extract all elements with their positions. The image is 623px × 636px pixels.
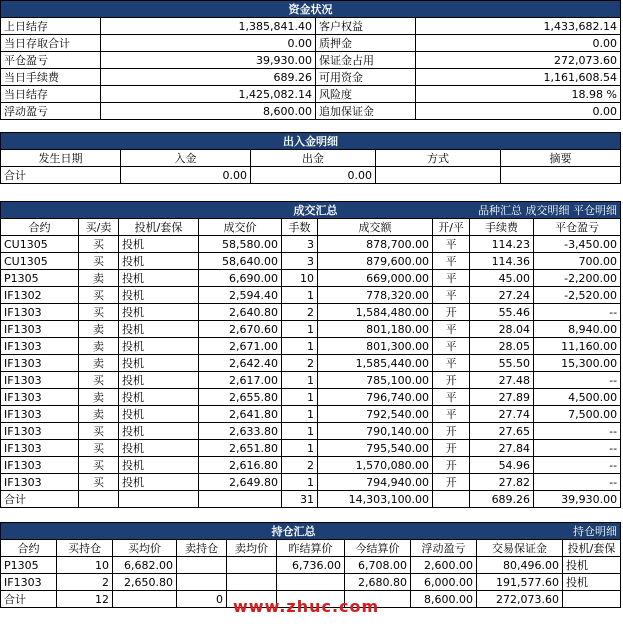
trade-cell: 平	[433, 338, 470, 355]
table-row	[1, 355, 621, 372]
trade-cell: 2,642.40	[199, 355, 282, 372]
trade-cell: 801,180.00	[318, 321, 433, 338]
trades-total-fee: 689.26	[470, 491, 534, 508]
trade-cell: 投机	[119, 236, 199, 253]
trade-cell: 平	[433, 236, 470, 253]
column-header: 出金	[251, 150, 376, 167]
table-row	[1, 389, 621, 406]
trade-cell: IF1303	[1, 372, 79, 389]
funds-label: 风险度	[316, 86, 416, 103]
trade-cell: 开	[433, 440, 470, 457]
table-row	[1, 236, 621, 253]
trade-cell: 54.96	[470, 457, 534, 474]
position-cell: 80,496.00	[477, 557, 563, 574]
funds-label: 当日结存	[1, 86, 101, 103]
trade-cell: 买	[79, 304, 119, 321]
column-header: 今结算价	[345, 540, 411, 557]
table-row	[1, 423, 621, 440]
trade-cell: -2,520.00	[534, 287, 621, 304]
table-row	[1, 474, 621, 491]
positions-total-float: 8,600.00	[411, 591, 477, 608]
funds-label: 浮动盈亏	[1, 103, 101, 120]
table-row	[1, 338, 621, 355]
column-header: 买/卖	[79, 219, 119, 236]
table-row	[1, 406, 621, 423]
trade-cell: 投机	[119, 440, 199, 457]
table-row	[1, 457, 621, 474]
column-header: 卖均价	[227, 540, 277, 557]
column-header: 入金	[121, 150, 251, 167]
trade-cell: 投机	[119, 253, 199, 270]
trade-cell: 11,160.00	[534, 338, 621, 355]
table-row	[1, 440, 621, 457]
positions-link[interactable]: 持仓明细	[411, 523, 621, 540]
funds-label: 当日存取合计	[1, 35, 101, 52]
trade-cell: 3	[282, 236, 318, 253]
trade-cell: 45.00	[470, 270, 534, 287]
trade-cell: 1,585,440.00	[318, 355, 433, 372]
trade-cell: 2,670.60	[199, 321, 282, 338]
trade-cell: 2,655.80	[199, 389, 282, 406]
funds-label: 平仓盈亏	[1, 52, 101, 69]
position-cell: 2,680.80	[345, 574, 411, 591]
trade-cell: 平	[433, 253, 470, 270]
trade-cell: 开	[433, 304, 470, 321]
position-cell: 2	[57, 574, 113, 591]
funds-label: 质押金	[316, 35, 416, 52]
trade-cell: 669,000.00	[318, 270, 433, 287]
funds-value: 1,433,682.14	[416, 18, 621, 35]
position-cell: 2,650.80	[113, 574, 177, 591]
trade-cell: 2,640.80	[199, 304, 282, 321]
funds-row	[1, 69, 621, 86]
trade-cell: 2,649.80	[199, 474, 282, 491]
trade-cell: 878,700.00	[318, 236, 433, 253]
column-header-row	[1, 219, 621, 236]
table-row	[1, 321, 621, 338]
trade-cell: 27.84	[470, 440, 534, 457]
trade-cell: 平	[433, 287, 470, 304]
trade-cell: 10	[282, 270, 318, 287]
trade-cell: 1	[282, 423, 318, 440]
trade-cell: 买	[79, 474, 119, 491]
trades-total-label: 合计	[1, 491, 79, 508]
trades-total-amount: 14,303,100.00	[318, 491, 433, 508]
trade-cell: IF1303	[1, 406, 79, 423]
position-cell: 6,708.00	[345, 557, 411, 574]
trade-cell: IF1303	[1, 321, 79, 338]
column-header: 成交价	[199, 219, 282, 236]
trade-cell: 6,690.00	[199, 270, 282, 287]
trade-cell: 卖	[79, 389, 119, 406]
trade-cell: 1	[282, 372, 318, 389]
trade-cell: IF1303	[1, 355, 79, 372]
funds-value: 1,425,082.14	[101, 86, 316, 103]
funds-value: 18.98 %	[416, 86, 621, 103]
trade-cell: 28.05	[470, 338, 534, 355]
funds-table	[0, 0, 621, 120]
position-cell: 10	[57, 557, 113, 574]
trade-cell: IF1303	[1, 474, 79, 491]
trade-cell: 801,300.00	[318, 338, 433, 355]
inout-total-out: 0.00	[251, 167, 376, 184]
column-header: 买均价	[113, 540, 177, 557]
column-header: 手数	[282, 219, 318, 236]
position-cell	[227, 574, 277, 591]
funds-label: 上日结存	[1, 18, 101, 35]
trade-cell: IF1303	[1, 457, 79, 474]
trades-table	[0, 201, 621, 508]
trade-cell: 买	[79, 457, 119, 474]
funds-row	[1, 52, 621, 69]
position-cell: 投机	[563, 557, 621, 574]
funds-label: 保证金占用	[316, 52, 416, 69]
positions-total-margin: 272,073.60	[477, 591, 563, 608]
trade-cell: 58,580.00	[199, 236, 282, 253]
trade-cell: --	[534, 440, 621, 457]
trades-links[interactable]: 品种汇总 成交明细 平仓明细	[433, 202, 621, 219]
trade-cell: 28.04	[470, 321, 534, 338]
funds-label: 当日手续费	[1, 69, 101, 86]
trade-cell: P1305	[1, 270, 79, 287]
trade-cell: 2	[282, 355, 318, 372]
column-header: 投机/套保	[119, 219, 199, 236]
trade-cell: 买	[79, 372, 119, 389]
funds-title: 资金状况	[1, 1, 621, 18]
trade-cell: 开	[433, 457, 470, 474]
trade-cell: 8,940.00	[534, 321, 621, 338]
trade-cell: 投机	[119, 321, 199, 338]
trade-cell: 卖	[79, 406, 119, 423]
trade-cell: 27.89	[470, 389, 534, 406]
trade-cell: -3,450.00	[534, 236, 621, 253]
column-header: 平仓盈亏	[534, 219, 621, 236]
trade-cell: 2,641.80	[199, 406, 282, 423]
funds-value: 272,073.60	[416, 52, 621, 69]
position-cell: 投机	[563, 574, 621, 591]
inout-table	[0, 132, 621, 184]
trade-cell: --	[534, 372, 621, 389]
trade-cell: 3	[282, 253, 318, 270]
trade-cell: --	[534, 423, 621, 440]
trade-cell: 1,584,480.00	[318, 304, 433, 321]
funds-value: 0.00	[416, 103, 621, 120]
trade-cell: 开	[433, 474, 470, 491]
trade-cell: 平	[433, 355, 470, 372]
trade-cell: 卖	[79, 338, 119, 355]
trade-cell: 1	[282, 287, 318, 304]
funds-row	[1, 86, 621, 103]
trade-cell: IF1303	[1, 338, 79, 355]
table-row	[1, 253, 621, 270]
trades-total-pnl: 39,930.00	[534, 491, 621, 508]
trade-cell: 15,300.00	[534, 355, 621, 372]
table-row	[1, 557, 621, 574]
trade-cell: 4,500.00	[534, 389, 621, 406]
trade-cell: 2,594.40	[199, 287, 282, 304]
trade-cell: 7,500.00	[534, 406, 621, 423]
column-header: 合约	[1, 219, 79, 236]
trade-cell: IF1303	[1, 423, 79, 440]
position-cell: IF1303	[1, 574, 57, 591]
inout-total-method	[376, 167, 501, 184]
trade-cell: 27.48	[470, 372, 534, 389]
funds-row	[1, 18, 621, 35]
column-header: 方式	[376, 150, 501, 167]
funds-label: 可用资金	[316, 69, 416, 86]
trade-cell: 卖	[79, 270, 119, 287]
trade-cell: 买	[79, 423, 119, 440]
trade-cell: 平	[433, 321, 470, 338]
watermark: www.zhuc.com	[233, 597, 380, 616]
trade-cell: 投机	[119, 474, 199, 491]
trade-cell: 55.50	[470, 355, 534, 372]
trade-cell: IF1303	[1, 304, 79, 321]
trade-cell: --	[534, 474, 621, 491]
trade-cell: 投机	[119, 270, 199, 287]
trade-cell: 778,320.00	[318, 287, 433, 304]
inout-total-in: 0.00	[121, 167, 251, 184]
trade-cell: 1	[282, 321, 318, 338]
trade-cell: 700.00	[534, 253, 621, 270]
trade-cell: 投机	[119, 372, 199, 389]
column-header-row	[1, 150, 621, 167]
position-cell	[227, 557, 277, 574]
position-cell	[177, 574, 227, 591]
position-cell	[177, 557, 227, 574]
trade-cell: 投机	[119, 287, 199, 304]
trade-cell: 投机	[119, 338, 199, 355]
column-header-row	[1, 540, 621, 557]
funds-value: 689.26	[101, 69, 316, 86]
column-header: 合约	[1, 540, 57, 557]
trade-cell: 785,100.00	[318, 372, 433, 389]
trade-cell: 投机	[119, 304, 199, 321]
trade-cell: 卖	[79, 355, 119, 372]
positions-total-label: 合计	[1, 591, 57, 608]
trade-cell: 1,570,080.00	[318, 457, 433, 474]
table-row	[1, 287, 621, 304]
trade-cell: 58,640.00	[199, 253, 282, 270]
trade-cell: 投机	[119, 457, 199, 474]
trade-cell: 2,633.80	[199, 423, 282, 440]
trade-cell: 1	[282, 389, 318, 406]
trade-cell: 开	[433, 372, 470, 389]
trade-cell: 卖	[79, 321, 119, 338]
trade-cell: 1	[282, 338, 318, 355]
trade-cell: 1	[282, 406, 318, 423]
trade-cell: 796,740.00	[318, 389, 433, 406]
inout-title: 出入金明细	[1, 133, 621, 150]
trade-cell: 平	[433, 270, 470, 287]
trade-cell: -2,200.00	[534, 270, 621, 287]
column-header: 昨结算价	[277, 540, 345, 557]
funds-label: 客户权益	[316, 18, 416, 35]
trade-cell: 2,617.00	[199, 372, 282, 389]
position-cell: P1305	[1, 557, 57, 574]
position-cell: 6,736.00	[277, 557, 345, 574]
position-cell: 6,000.00	[411, 574, 477, 591]
table-row	[1, 574, 621, 591]
inout-total-label: 合计	[1, 167, 121, 184]
positions-table	[0, 522, 621, 608]
funds-row	[1, 103, 621, 120]
trade-cell: --	[534, 457, 621, 474]
trade-cell: 买	[79, 287, 119, 304]
funds-value: 0.00	[416, 35, 621, 52]
trade-cell: 投机	[119, 423, 199, 440]
trade-cell: 2,671.00	[199, 338, 282, 355]
trade-cell: 买	[79, 253, 119, 270]
position-cell	[277, 574, 345, 591]
positions-total-buy: 12	[57, 591, 113, 608]
table-row	[1, 372, 621, 389]
trade-cell: 投机	[119, 406, 199, 423]
trade-cell: 买	[79, 236, 119, 253]
trade-cell: 114.23	[470, 236, 534, 253]
funds-row	[1, 35, 621, 52]
column-header: 买持仓	[57, 540, 113, 557]
trade-cell: --	[534, 304, 621, 321]
trade-cell: 开	[433, 423, 470, 440]
table-row	[1, 304, 621, 321]
trade-cell: CU1305	[1, 253, 79, 270]
trade-cell: 792,540.00	[318, 406, 433, 423]
trade-cell: 27.74	[470, 406, 534, 423]
funds-value: 1,161,608.54	[416, 69, 621, 86]
trade-cell: 879,600.00	[318, 253, 433, 270]
trades-total-qty: 31	[282, 491, 318, 508]
funds-value: 8,600.00	[101, 103, 316, 120]
table-row	[1, 270, 621, 287]
column-header: 摘要	[501, 150, 621, 167]
trade-cell: 平	[433, 389, 470, 406]
trade-cell: 55.46	[470, 304, 534, 321]
trade-cell: IF1303	[1, 389, 79, 406]
position-cell: 2,600.00	[411, 557, 477, 574]
column-header: 交易保证金	[477, 540, 563, 557]
trade-cell: 平	[433, 406, 470, 423]
trade-cell: 790,140.00	[318, 423, 433, 440]
funds-value: 0.00	[101, 35, 316, 52]
trade-cell: 794,940.00	[318, 474, 433, 491]
column-header: 手续费	[470, 219, 534, 236]
trade-cell: 27.24	[470, 287, 534, 304]
column-header: 浮动盈亏	[411, 540, 477, 557]
funds-label: 追加保证金	[316, 103, 416, 120]
trade-cell: 投机	[119, 389, 199, 406]
trade-cell: 114.36	[470, 253, 534, 270]
trade-cell: 27.65	[470, 423, 534, 440]
trade-cell: CU1305	[1, 236, 79, 253]
trade-cell: 2,651.80	[199, 440, 282, 457]
trade-cell: IF1303	[1, 440, 79, 457]
trade-cell: 1	[282, 440, 318, 457]
positions-total-sell: 0	[177, 591, 227, 608]
trade-cell: 投机	[119, 355, 199, 372]
trade-cell: 2	[282, 457, 318, 474]
column-header: 卖持仓	[177, 540, 227, 557]
column-header: 发生日期	[1, 150, 121, 167]
trade-cell: IF1302	[1, 287, 79, 304]
funds-value: 39,930.00	[101, 52, 316, 69]
trade-cell: 2	[282, 304, 318, 321]
trade-cell: 买	[79, 440, 119, 457]
position-cell: 191,577.60	[477, 574, 563, 591]
column-header: 投机/套保	[563, 540, 621, 557]
trade-cell: 795,540.00	[318, 440, 433, 457]
trade-cell: 2,616.80	[199, 457, 282, 474]
trades-title: 成交汇总	[199, 202, 433, 219]
trade-cell: 27.82	[470, 474, 534, 491]
trade-cell: 1	[282, 474, 318, 491]
inout-total-memo	[501, 167, 621, 184]
position-cell: 6,682.00	[113, 557, 177, 574]
positions-title: 持仓汇总	[177, 523, 411, 540]
column-header: 成交额	[318, 219, 433, 236]
column-header: 开/平	[433, 219, 470, 236]
funds-value: 1,385,841.40	[101, 18, 316, 35]
